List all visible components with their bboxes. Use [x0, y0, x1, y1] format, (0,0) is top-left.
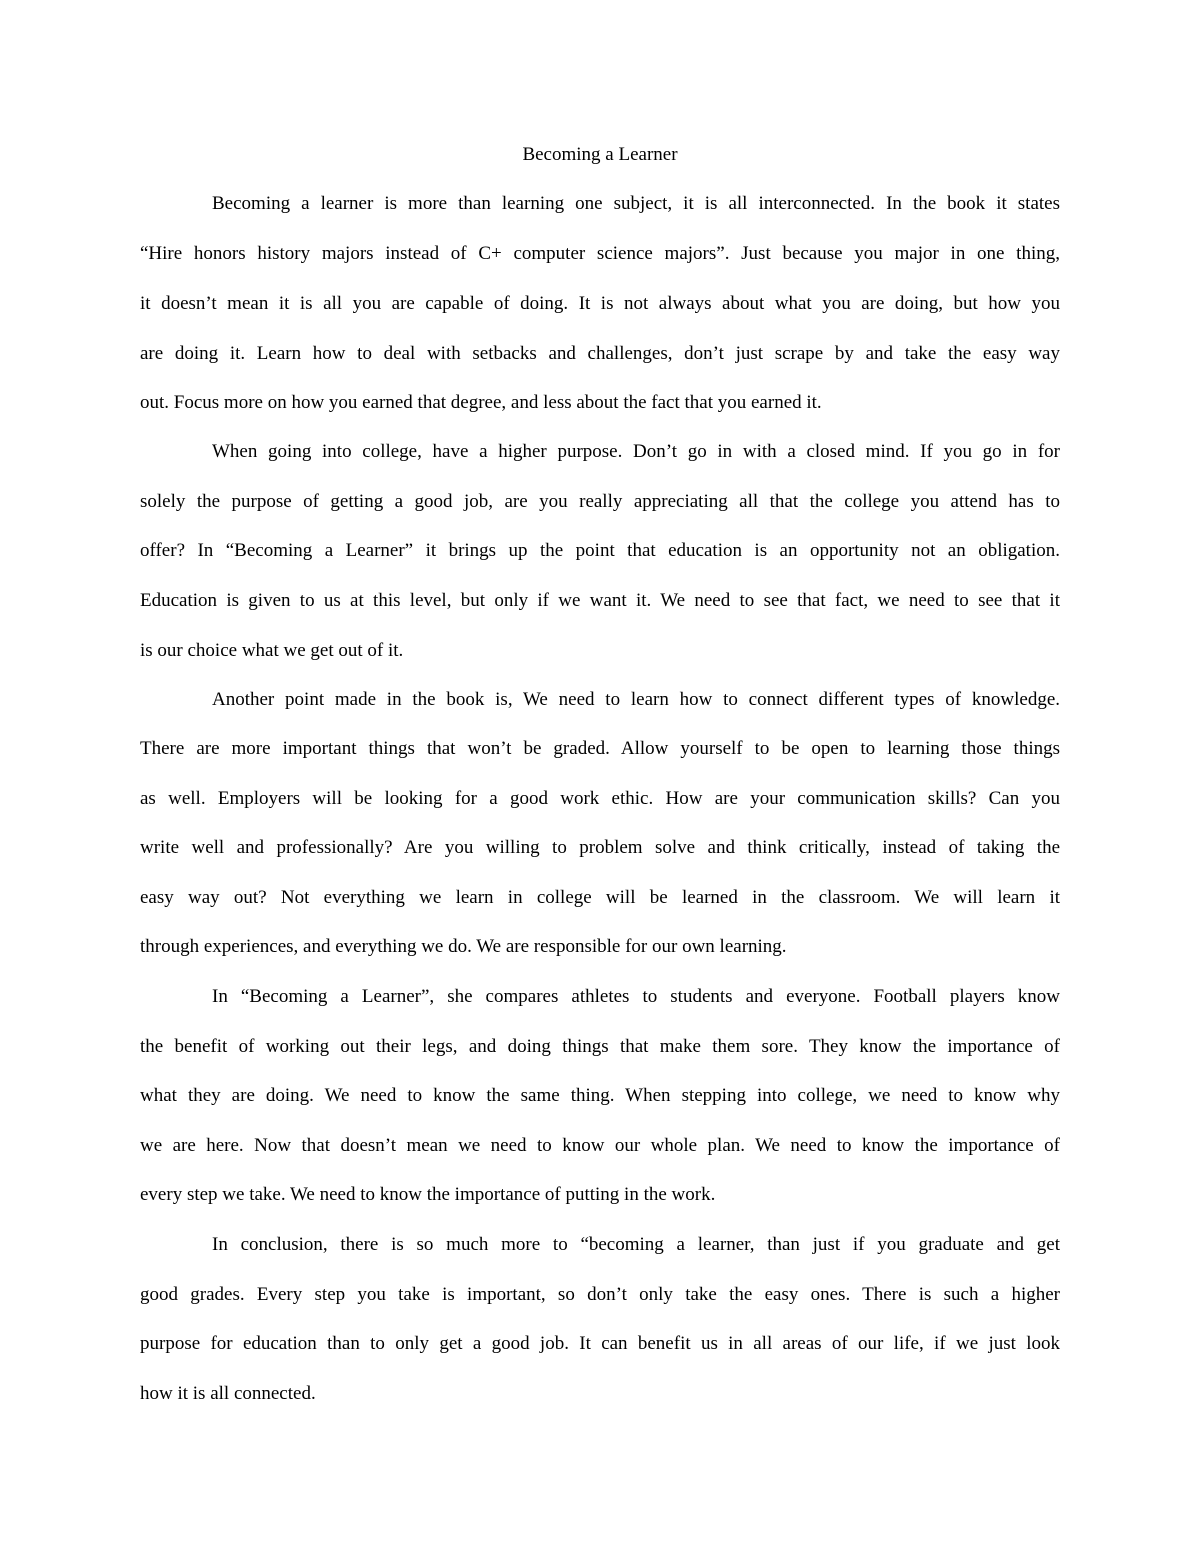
paragraph-4-line-2: the benefit of working out their legs, and doing things that make them sore. They know the importance of: [140, 1036, 1060, 1057]
paragraph-5-line-2: good grades. Every step you take is important, so don’t only take the easy ones. There is such a higher: [140, 1284, 1060, 1305]
paragraph-4-line-5: every step we take. We need to know the importance of putting in the work.: [140, 1184, 716, 1205]
paragraph-2-line-1: When going into college, have a higher purpose. Don’t go in with a closed mind. If you go in for: [212, 441, 1060, 462]
paragraph-2-line-2: solely the purpose of getting a good job, are you really appreciating all that the college you attend has to: [140, 491, 1060, 512]
document-title: Becoming a Learner: [522, 144, 678, 165]
paragraph-3-line-6: through experiences, and everything we do. We are responsible for our own learning.: [140, 936, 787, 957]
paragraph-3-line-5: easy way out? Not everything we learn in college will be learned in the classroom. We will learn it: [140, 887, 1060, 908]
paragraph-1-line-5: out. Focus more on how you earned that degree, and less about the fact that you earned it.: [140, 392, 822, 413]
paragraph-5-line-3: purpose for education than to only get a good job. It can benefit us in all areas of our life, if we just look: [140, 1333, 1060, 1354]
paragraph-1-line-3: it doesn’t mean it is all you are capable of doing. It is not always about what you are doing, but how you: [140, 293, 1060, 314]
paragraph-4-line-1: In “Becoming a Learner”, she compares athletes to students and everyone. Football players know: [212, 986, 1060, 1007]
paragraph-5-line-1: In conclusion, there is so much more to “becoming a learner, than just if you graduate and get: [212, 1234, 1060, 1255]
paragraph-4-line-4: we are here. Now that doesn’t mean we need to know our whole plan. We need to know the importance of: [140, 1135, 1060, 1156]
paragraph-2-line-4: Education is given to us at this level, but only if we want it. We need to see that fact, we need to see that it: [140, 590, 1060, 611]
paragraph-3-line-2: There are more important things that won’t be graded. Allow yourself to be open to learning those things: [140, 738, 1060, 759]
paragraph-1-line-4: are doing it. Learn how to deal with setbacks and challenges, don’t just scrape by and take the easy way: [140, 343, 1060, 364]
paragraph-3-line-1: Another point made in the book is, We need to learn how to connect different types of knowledge.: [212, 689, 1060, 710]
paragraph-1-line-1: Becoming a learner is more than learning one subject, it is all interconnected. In the book it states: [212, 193, 1060, 214]
paragraph-1-line-2: “Hire honors history majors instead of C+ computer science majors”. Just because you major in one thing,: [140, 243, 1060, 264]
paragraph-5-line-4: how it is all connected.: [140, 1383, 316, 1404]
paragraph-3-line-3: as well. Employers will be looking for a good work ethic. How are your communication skills? Can you: [140, 788, 1060, 809]
paragraph-2-line-3: offer? In “Becoming a Learner” it brings up the point that education is an opportunity not an obligation.: [140, 540, 1060, 561]
paragraph-2-line-5: is our choice what we get out of it.: [140, 640, 404, 661]
paragraph-4-line-3: what they are doing. We need to know the same thing. When stepping into college, we need to know why: [140, 1085, 1060, 1106]
paragraph-3-line-4: write well and professionally? Are you willing to problem solve and think critically, instead of taking the: [140, 837, 1060, 858]
